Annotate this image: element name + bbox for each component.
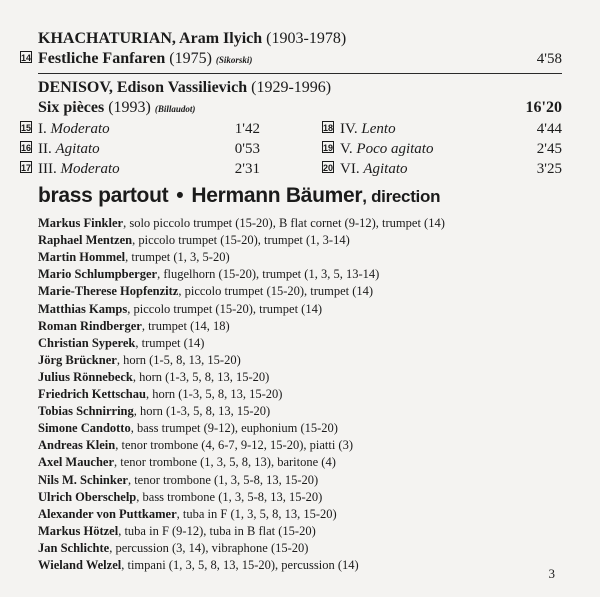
movement-4-duration: 4'44 <box>536 121 562 137</box>
work-six-pieces <box>38 99 195 117</box>
musician-instruments: , trumpet (14, 18) <box>141 318 230 333</box>
composer-khachaturian <box>38 30 346 48</box>
musician-row <box>38 387 282 402</box>
movement-6-duration: 3'25 <box>536 161 562 177</box>
musician-name: Alexander von Puttkamer <box>38 506 177 521</box>
musician-row <box>38 558 359 573</box>
track-number: 14 <box>21 53 32 63</box>
work-year: (1993) <box>108 99 151 116</box>
musician-row <box>38 524 316 539</box>
musician-name: Friedrich Kettschau <box>38 387 146 401</box>
musician-instruments: , horn (1-3, 5, 8, 13, 15-20) <box>132 369 270 384</box>
musician-instruments: , piccolo trumpet (15-20), trumpet (1, 3-14) <box>132 233 350 248</box>
musician-row <box>38 455 336 470</box>
musician-row <box>38 490 322 505</box>
movement-tempo: Agitato <box>363 161 408 177</box>
movement-label: V. <box>340 141 357 157</box>
movement-label: I. <box>38 121 51 137</box>
musician-instruments: , tuba in F (9-12), tuba in B flat (15-20) <box>118 523 316 538</box>
composer-dates: (1929-1996) <box>251 79 332 96</box>
musician-instruments: , tenor trombone (1, 3, 5, 8, 13), baritone (4) <box>114 455 336 470</box>
total-duration: 16'20 <box>525 99 562 116</box>
musician-instruments: , timpani (1, 3, 5, 8, 13, 15-20), percussion (14) <box>121 558 359 572</box>
work-title: Six pièces <box>38 99 105 116</box>
musician-name: Julius Rönnebeck <box>38 369 133 384</box>
movement-3-duration: 2'31 <box>234 161 260 177</box>
musician-name: Raphael Mentzen <box>38 233 133 248</box>
movement-label: VI. <box>340 161 364 177</box>
musician-instruments: , trumpet (14) <box>135 335 205 350</box>
movement-2-duration: 0'53 <box>234 141 260 157</box>
musician-row <box>38 370 269 385</box>
musician-name: Markus Finkler <box>38 216 124 230</box>
musician-row <box>38 473 318 488</box>
musician-name: Andreas Klein <box>38 438 116 453</box>
musician-name: Wieland Welzel <box>38 558 122 572</box>
musician-row <box>38 319 230 334</box>
musician-name: Markus Hötzel <box>38 523 119 538</box>
publisher: (Sikorski) <box>215 55 253 65</box>
musician-instruments: , tenor trombone (4, 6-7, 9-12, 15-20), piatti (3) <box>115 438 354 453</box>
movement-tempo: Lento <box>361 121 396 137</box>
musician-row <box>38 336 204 351</box>
musician-name: Axel Maucher <box>38 455 115 470</box>
work-year: (1975) <box>169 50 212 67</box>
movement-5-duration: 2'45 <box>536 141 562 157</box>
musician-instruments: , horn (1-3, 5, 8, 13, 15-20) <box>133 404 271 419</box>
divider-line <box>38 73 562 74</box>
composer-dates: (1903-1978) <box>266 30 347 47</box>
musician-name: Jörg Brückner <box>38 352 117 367</box>
composer-name: KHACHATURIAN, Aram Ilyich <box>38 30 263 47</box>
musician-row <box>38 302 322 317</box>
track-number: 15 <box>21 123 32 133</box>
track-number: 17 <box>21 163 32 173</box>
movement-tempo: Poco agitato <box>356 141 434 157</box>
musician-instruments: , flugelhorn (15-20), trumpet (1, 3, 5, 13-14) <box>157 267 380 282</box>
musician-name: Simone Candotto <box>38 421 131 436</box>
musician-instruments: , percussion (3, 14), vibraphone (15-20) <box>109 540 309 555</box>
conductor-role: , direction <box>362 187 441 206</box>
musician-row <box>38 267 379 282</box>
musician-name: Marie-Therese Hopfenzitz <box>38 284 179 299</box>
track-number: 18 <box>323 123 334 133</box>
work-duration: 4'58 <box>536 51 562 67</box>
movement-5 <box>322 141 433 158</box>
movement-2 <box>20 141 100 158</box>
musician-instruments: , horn (1-5, 8, 13, 15-20) <box>116 352 241 367</box>
musician-row <box>38 353 241 368</box>
musician-name: Nils M. Schinker <box>38 472 128 487</box>
musician-instruments: , solo piccolo trumpet (15-20), B flat cornet (9-12), trumpet (14) <box>123 216 445 230</box>
track-number: 19 <box>323 143 334 153</box>
publisher: (Billaudot) <box>154 104 196 114</box>
composer-name: DENISOV, Edison Vassilievich <box>38 79 248 96</box>
musician-row <box>38 284 373 299</box>
conductor-name: Hermann Bäumer <box>191 184 363 207</box>
musician-instruments: , tenor trombone (1, 3, 5-8, 13, 15-20) <box>127 472 319 487</box>
musician-name: Martin Hommel <box>38 250 126 265</box>
movement-tempo: Moderato <box>60 161 120 177</box>
track-number: 20 <box>323 163 334 173</box>
musician-row <box>38 438 353 453</box>
movement-1-duration: 1'42 <box>234 121 260 137</box>
ensemble-name: brass partout <box>38 184 169 207</box>
musician-row <box>38 216 445 231</box>
movement-label: II. <box>38 141 56 157</box>
musician-instruments: , piccolo trumpet (15-20), trumpet (14) <box>178 284 374 299</box>
movement-1 <box>20 121 110 138</box>
musician-instruments: , horn (1-3, 5, 8, 13, 15-20) <box>145 387 283 401</box>
musician-instruments: , piccolo trumpet (15-20), trumpet (14) <box>127 301 322 316</box>
musician-name: Roman Rindberger <box>38 318 142 333</box>
separator-bullet: • <box>176 184 184 207</box>
musician-row <box>38 250 230 265</box>
page-number: 3 <box>548 566 555 581</box>
track-number: 16 <box>21 143 32 153</box>
musician-name: Jan Schlichte <box>38 540 110 555</box>
musician-row <box>38 507 337 522</box>
musician-row <box>38 404 270 419</box>
movement-label: III. <box>38 161 61 177</box>
musician-name: Mario Schlumpberger <box>38 267 158 282</box>
musician-row <box>38 541 308 556</box>
movement-tempo: Moderato <box>50 121 110 137</box>
musician-name: Christian Syperek <box>38 335 136 350</box>
movement-3 <box>20 161 120 178</box>
musician-instruments: , bass trumpet (9-12), euphonium (15-20) <box>130 421 338 436</box>
musician-instruments: , tuba in F (1, 3, 5, 8, 13, 15-20) <box>176 506 337 521</box>
musician-name: Ulrich Oberschelp <box>38 489 137 504</box>
movement-tempo: Agitato <box>55 141 100 157</box>
work-title: Festliche Fanfaren <box>38 50 166 67</box>
movement-4 <box>322 121 396 138</box>
movement-label: IV. <box>340 121 362 137</box>
musician-instruments: , bass trombone (1, 3, 5-8, 13, 15-20) <box>136 489 323 504</box>
musician-instruments: , trumpet (1, 3, 5-20) <box>125 250 230 265</box>
musician-row <box>38 233 350 248</box>
ensemble-header <box>38 184 440 208</box>
musician-name: Matthias Kamps <box>38 301 128 316</box>
movement-6 <box>322 161 408 178</box>
composer-denisov <box>38 79 331 97</box>
work-festliche-fanfaren <box>20 50 252 68</box>
musician-name: Tobias Schnirring <box>38 404 134 419</box>
musician-row <box>38 421 338 436</box>
